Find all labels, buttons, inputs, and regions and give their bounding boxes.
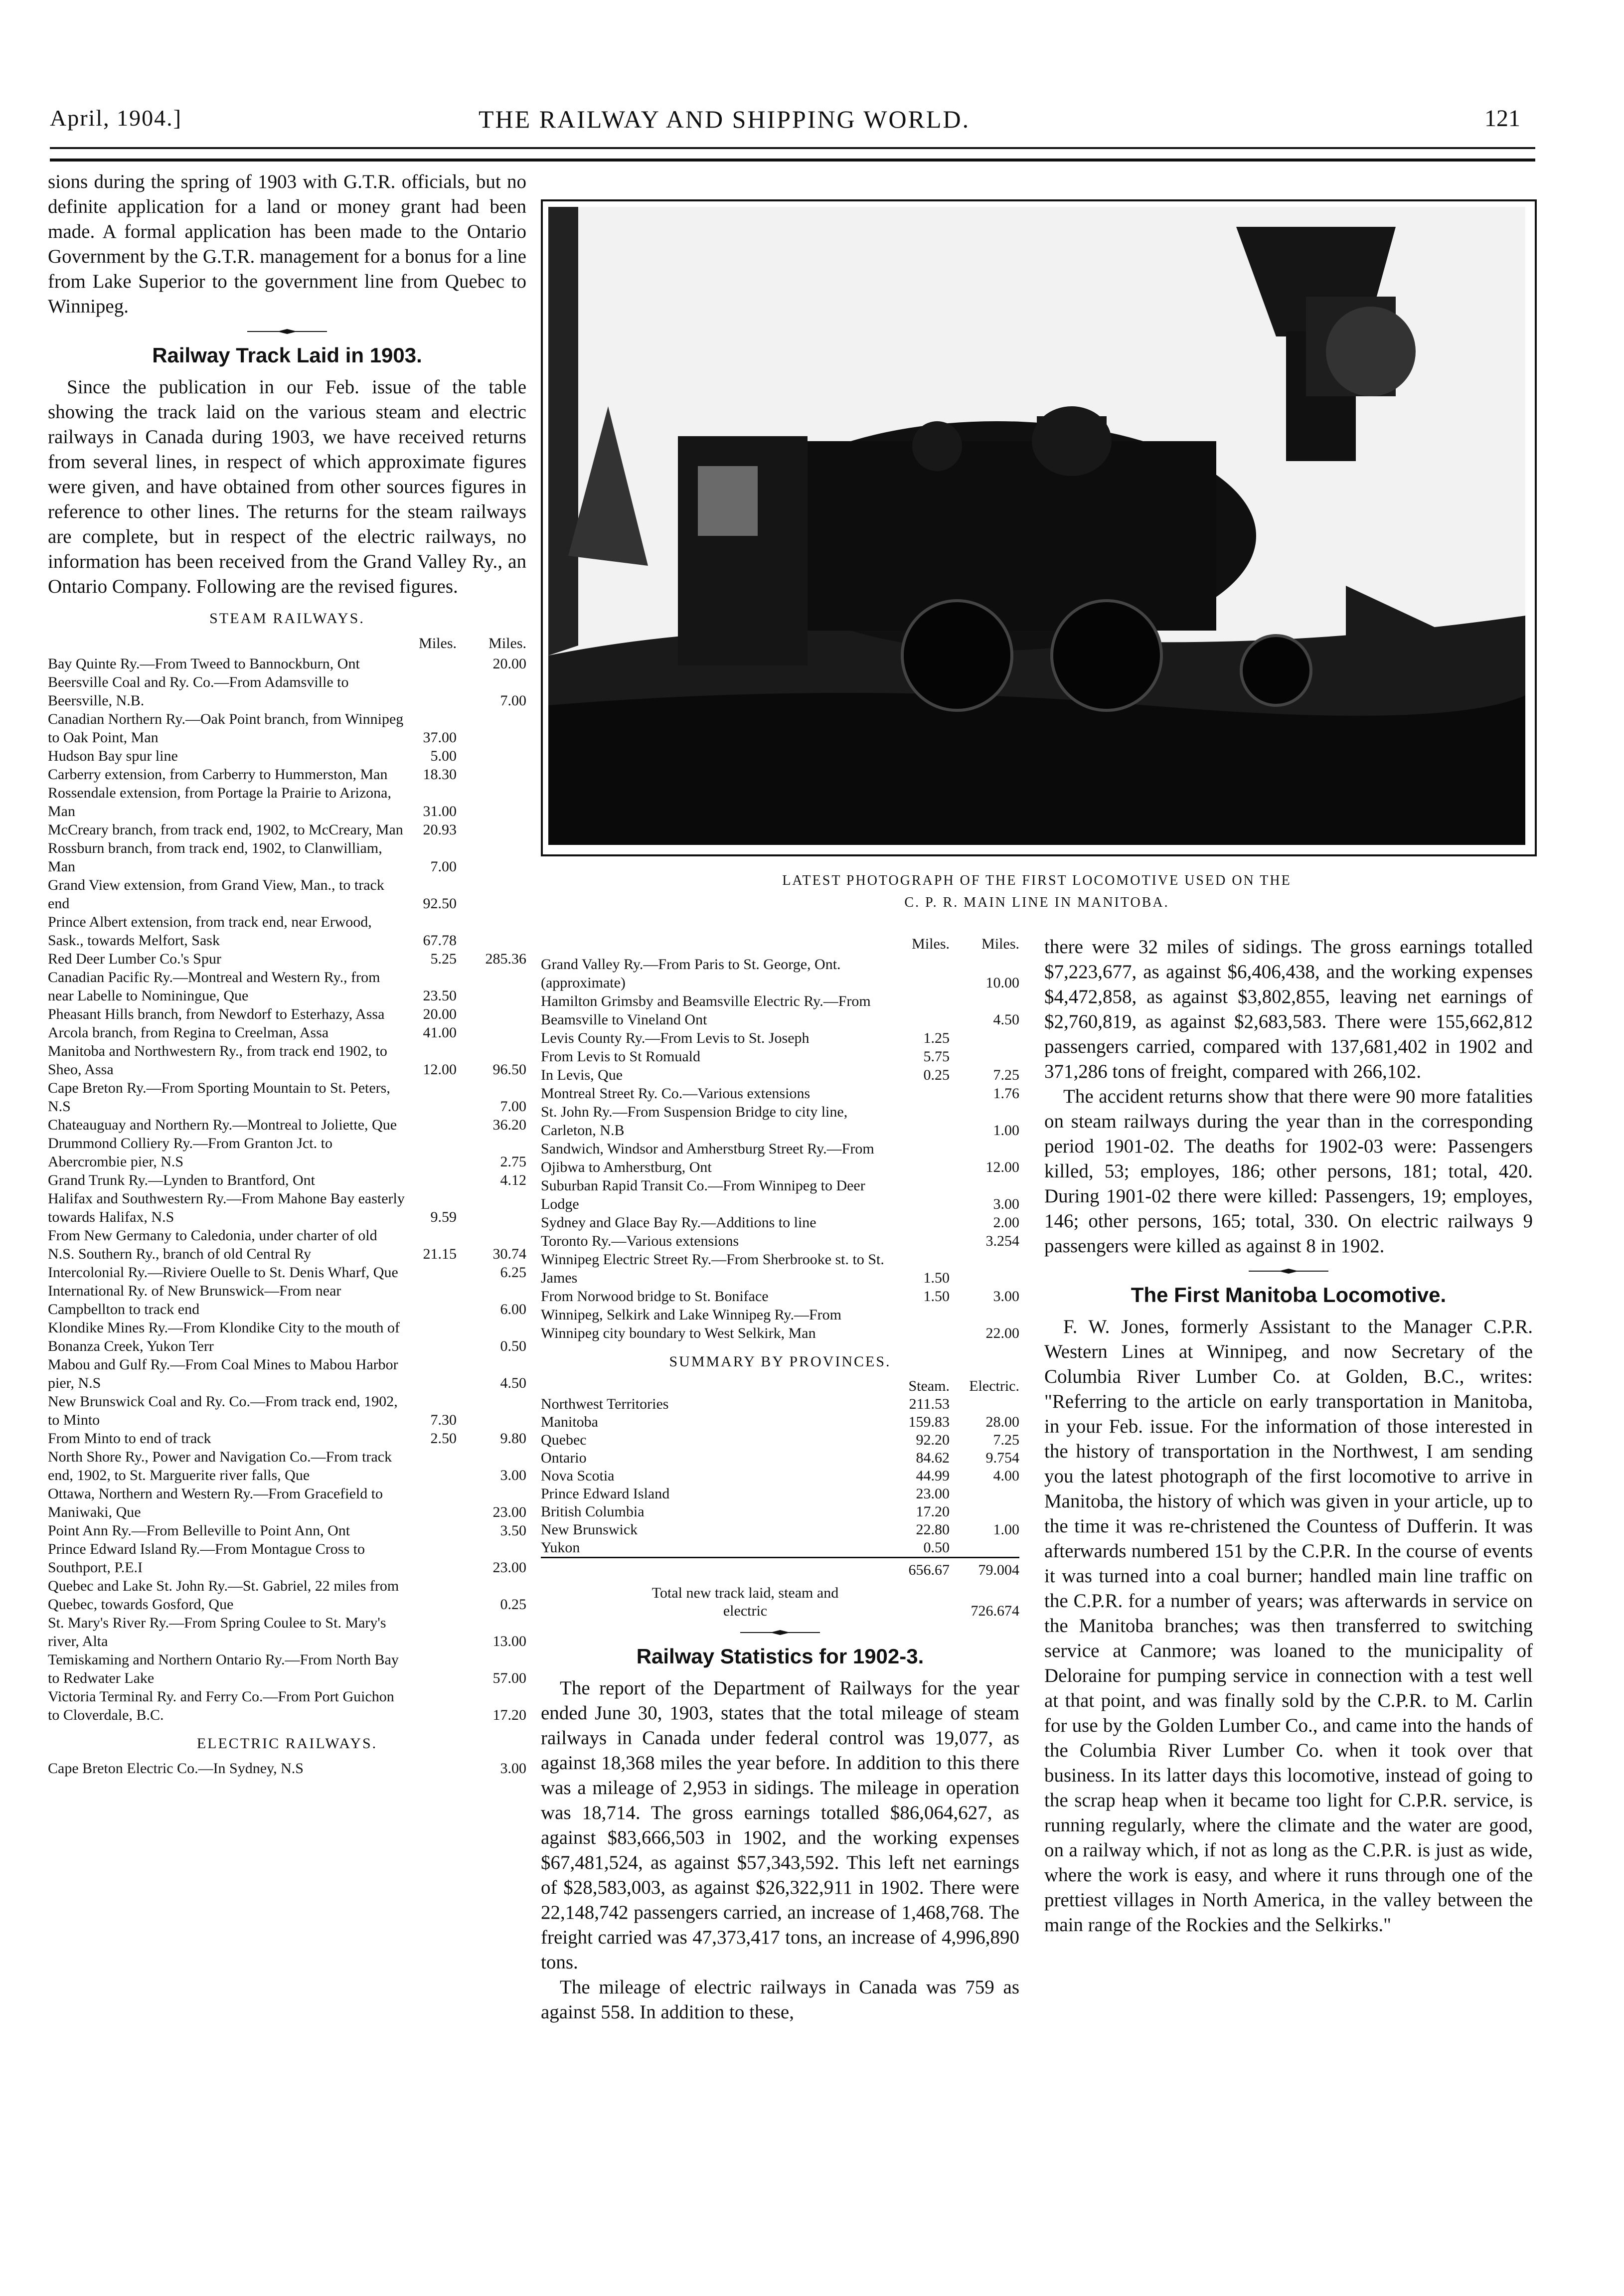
railway-entry: Drummond Colliery Ry.—From Granton Jct. to Abercrombie pier, N.S (48, 1135, 332, 1170)
miles-total-value: 20.00 (492, 656, 526, 672)
table-row (541, 1029, 1019, 1047)
miles-total-column-header: Miles. (981, 936, 1019, 952)
running-header (50, 105, 1520, 145)
miles-value (407, 1484, 457, 1521)
steam-railways-table (48, 634, 526, 1724)
table-row (541, 1232, 1019, 1250)
statistics-paragraph-1: The report of the Department of Railways for the year ended June 30, 1903, states that the total mileage of steam railways in Canada under federal control was 19,077, as against 18,368 miles the year before. In addition to this there was a mileage of 2,953 in sidings. The mileage in operation was 18,714. The gross earnings totalled $86,064,627, as against $83,666,503 in 1902, and the working expenses $67,481,524, as against $57,343,592. This left net earnings of $28,583,003, as against $26,322,911 in 1902. There were 22,148,742 passengers carried, an increase of 1,468,768. The freight carried was 47,373,417 tons, an increase of 4,996,890 tons. (541, 1677, 1019, 1973)
steam-miles: 44.99 (916, 1468, 950, 1484)
table-row (541, 1140, 1019, 1176)
miles-total-value (457, 1023, 526, 1042)
railway-entry: St. John Ry.—From Suspension Bridge to city line, Carleton, N.B (541, 1104, 848, 1139)
summary-row (541, 1431, 1019, 1449)
table-row (48, 1189, 526, 1226)
miles-total-value: 12.00 (985, 1159, 1019, 1175)
table-row (48, 655, 526, 673)
railway-entry: Temiskaming and Northern Ontario Ry.—From North Bay to Redwater Lake (48, 1651, 399, 1686)
table-row (48, 1484, 526, 1521)
province-name: Quebec (541, 1432, 587, 1448)
miles-value: 2.50 (430, 1430, 457, 1447)
railway-entry: Suburban Rapid Transit Co.—From Winnipeg to Deer Lodge (541, 1177, 865, 1212)
railway-entry: Cape Breton Ry.—From Sporting Mountain to St. Peters, N.S (48, 1080, 390, 1115)
miles-value: 1.50 (923, 1288, 950, 1305)
summary-row (541, 1521, 1019, 1539)
railway-entry: From New Germany to Caledonia, under charter of old N.S. Southern Ry., branch of old Central Ry (48, 1227, 377, 1262)
miles-value: 5.00 (430, 748, 457, 764)
miles-value (407, 1079, 457, 1116)
railway-entry: Winnipeg, Selkirk and Lake Winnipeg Ry.—From Winnipeg city boundary to West Selkirk, Man (541, 1307, 841, 1341)
header-rule-thick (50, 159, 1535, 162)
railway-entry: From Levis to St Romuald (541, 1048, 701, 1065)
railway-entry: New Brunswick Coal and Ry. Co.—From track end, 1902, to Minto (48, 1393, 398, 1428)
table-row (48, 1263, 526, 1282)
railway-entry: Winnipeg Electric Street Ry.—From Sherbrooke st. to St. James (541, 1251, 884, 1286)
miles-total-value: 3.00 (993, 1196, 1019, 1212)
miles-total-value: 23.00 (492, 1504, 526, 1520)
table-header-row (48, 634, 526, 655)
table-row (541, 1306, 1019, 1342)
table-row (48, 1759, 526, 1778)
miles-total-value: 1.76 (993, 1085, 1019, 1102)
table-row (541, 992, 1019, 1029)
table-row (48, 1521, 526, 1540)
grand-total-value: 726.674 (971, 1603, 1019, 1619)
grand-total-row-1 (541, 1584, 1019, 1602)
miles-value (900, 1140, 950, 1176)
first-manitoba-locomotive-heading: The First Manitoba Locomotive. (1131, 1283, 1447, 1307)
miles-value (407, 1171, 457, 1189)
table-row (48, 876, 526, 913)
summary-row (541, 1539, 1019, 1558)
miles-value: 12.00 (423, 1061, 457, 1078)
railway-entry: Grand View extension, from Grand View, Man., to track end (48, 877, 384, 912)
electric-miles (950, 1503, 1019, 1521)
statistics-paragraph-2: The mileage of electric railways in Canada was 759 as against 558. In addition to these, (541, 1976, 1019, 2023)
table-row (48, 1448, 526, 1484)
railway-entry: McCreary branch, from track end, 1902, to McCreary, Man (48, 821, 403, 838)
miles-value (900, 1232, 950, 1250)
miles-total-value: 23.00 (492, 1559, 526, 1576)
railway-entry: Bay Quinte Ry.—From Tweed to Bannockburn, Ont (48, 656, 360, 672)
summary-header-row (541, 1377, 1019, 1395)
table-row (48, 673, 526, 710)
miles-value (900, 1213, 950, 1232)
miles-value (407, 1134, 457, 1171)
miles-value (407, 1318, 457, 1355)
miles-value: 92.50 (423, 895, 457, 912)
railway-entry: Beersville Coal and Ry. Co.—From Adamsville to Beersville, N.B. (48, 674, 349, 709)
table-row (48, 1171, 526, 1189)
miles-total-value (950, 1250, 1019, 1287)
railway-entry: Prince Albert extension, from track end, near Erwood, Sask., towards Melfort, Sask (48, 914, 372, 949)
summary-row (541, 1449, 1019, 1467)
journal-title: THE RAILWAY AND SHIPPING WORLD. (479, 105, 971, 133)
accident-returns-paragraph: The accident returns show that there were 90 more fatalities on steam railways during the year than in the corresponding period 1901-02. The deaths for 1902-03 were: Passengers killed, 53; employes, 186; other persons, 181; total, 420. During 1901-02 there were killed: Passengers, 19; employes, 146; other persons, 165; total, 330. On electric railways 9 passengers were killed as against 8 in 1902. (1044, 1086, 1533, 1257)
railway-entry: Canadian Pacific Ry.—Montreal and Western Ry., from near Labelle to Nominingue, Que (48, 969, 380, 1004)
electric-railways-heading: ELECTRIC RAILWAYS. (196, 1735, 378, 1752)
miles-total-value: 0.25 (500, 1596, 526, 1613)
photo-caption-line-2: C. P. R. MAIN LINE IN MANITOBA. (904, 895, 1169, 910)
summary-row (541, 1413, 1019, 1431)
miles-value (407, 1540, 457, 1577)
table-row (48, 710, 526, 747)
miles-value (900, 1306, 950, 1342)
railway-entry: From Minto to end of track (48, 1430, 211, 1447)
miles-total-value: 2.00 (993, 1214, 1019, 1231)
table-row (541, 1250, 1019, 1287)
miles-total-value (950, 1047, 1019, 1066)
steam-total: 656.67 (880, 1558, 950, 1580)
intro-paragraph: sions during the spring of 1903 with G.T.R. officials, but no definite application for a land or money grant had been made. A formal application has been made to the Ontario Government by the G.T.R. management for a bonus for a line from Lake Superior to the government line from Quebec to Winnipeg. (48, 171, 526, 317)
railway-entry: Halifax and Southwestern Ry.—From Mahone Bay easterly towards Halifax, N.S (48, 1190, 405, 1225)
miles-value (407, 1355, 457, 1392)
track-laid-paragraph: Since the publication in our Feb. issue of the table showing the track laid on the various steam and electric railways in Canada during 1903, we have received returns from several lines, in respect of which approximate figures were given, and have obtained from other sources figures in reference to other lines. The returns for the steam railways are complete, but in respect of the electric railways, no information has been received from the Grand Valley Ry., an Ontario Company. Following are the revised figures. (48, 376, 526, 597)
miles-value (900, 1084, 950, 1103)
steam-miles: 159.83 (908, 1414, 950, 1430)
summary-heading: SUMMARY BY PROVINCES. (669, 1353, 891, 1370)
summary-row (541, 1485, 1019, 1503)
railway-entry: Manitoba and Northwestern Ry., from track end 1902, to Sheo, Assa (48, 1043, 387, 1078)
railway-entry: Quebec and Lake St. John Ry.—St. Gabriel, 22 miles from Quebec, towards Gosford, Que (48, 1578, 399, 1613)
railway-entry: Rossburn branch, from track end, 1902, to Clanwilliam, Man (48, 840, 382, 875)
electric-miles (950, 1485, 1019, 1503)
miles-total-value: 0.50 (500, 1338, 526, 1354)
railway-entry: International Ry. of New Brunswick—From near Campbellton to track end (48, 1283, 341, 1317)
table-row (48, 1355, 526, 1392)
miles-value (900, 1176, 950, 1213)
steam-miles: 84.62 (916, 1450, 950, 1466)
miles-total-value (457, 839, 526, 876)
miles-value: 41.00 (423, 1024, 457, 1041)
steam-column-header: Steam. (908, 1378, 950, 1394)
railway-entry: Grand Valley Ry.—From Paris to St. George, Ont. (approximate) (541, 956, 841, 991)
table-row (48, 913, 526, 950)
province-name: British Columbia (541, 1503, 645, 1520)
miles-value: 1.50 (923, 1270, 950, 1286)
miles-value: 37.00 (423, 729, 457, 746)
province-name: Nova Scotia (541, 1468, 615, 1484)
miles-value (407, 1116, 457, 1134)
railway-entry: Intercolonial Ry.—Riviere Ouelle to St. Denis Wharf, Que (48, 1264, 398, 1281)
table-row (48, 820, 526, 839)
miles-total-value: 9.80 (500, 1430, 526, 1447)
miles-total-value: 3.254 (985, 1233, 1019, 1249)
miles-total-value (457, 1392, 526, 1429)
issue-date: April, 1904.] (50, 105, 182, 131)
miles-value (900, 955, 950, 992)
miles-value: 67.78 (423, 932, 457, 949)
miles-total-value (457, 765, 526, 784)
table-row (541, 1213, 1019, 1232)
miles-total-value: 7.25 (993, 1067, 1019, 1083)
electric-miles (950, 1539, 1019, 1558)
railway-entry: Point Ann Ry.—From Belleville to Point Ann, Ont (48, 1522, 350, 1539)
miles-total-value (457, 747, 526, 765)
railway-entry: From Norwood bridge to St. Boniface (541, 1288, 769, 1305)
miles-value (407, 1521, 457, 1540)
railway-entry: Hamilton Grimsby and Beamsville Electric Ry.—From Beamsville to Vineland Ont (541, 993, 871, 1028)
miles-total-value: 96.50 (492, 1061, 526, 1078)
miles-column-header: Miles. (419, 635, 457, 652)
miles-total-value: 4.50 (500, 1375, 526, 1391)
locomotive-letter-paragraph: F. W. Jones, formerly Assistant to the Manager C.P.R. Western Lines at Winnipeg, and now Secretary of the Columbia River Lumber Co. at Golden, B.C., writes: "Referring to the article on early transportation in Manitoba, in your Feb. issue. For the information of those interested in the history of transportation in the Northwest, I am sending you the latest photograph of the first locomotive to arrive in Manitoba, the history of which was given in your article, up to the time it was re-christened the Countess of Dufferin. It was afterwards numbered 151 by the C.P.R. In the course of events it was turned into a coal burner; handled main line traffic on the C.P.R. for a number of years; was afterwards in service on the Manitoba branches; was then transferred to switching service at Canmore; was loaned to the municipality of Deloraine for pumping service in connection with a test well at that point, and was finally sold by the C.P.R. to M. Carlin for use by the Golden Lumber Co., and came into the hands of the Columbia River Lumber Co. when it took over that business. In its latter days this locomotive, instead of going to the scrap heap when it became too light for C.P.R. service, is running regularly, where the climate and the water are good, on a railway which, if not as long as the C.P.R. is just as wide, where the work is easy, and where it runs through one of the prettiest villages in North America, in the valley between the main range of the Rockies and the Selkirks." (1044, 1316, 1533, 1936)
table-row (48, 839, 526, 876)
railway-entry: Cape Breton Electric Co.—In Sydney, N.S (48, 1760, 304, 1777)
table-row (48, 1577, 526, 1614)
miles-total-value: 3.50 (500, 1522, 526, 1539)
section-divider-ornament (740, 1629, 820, 1636)
miles-value (407, 1448, 457, 1484)
table-row (48, 1282, 526, 1318)
miles-value: 7.00 (430, 858, 457, 875)
steam-railways-heading: STEAM RAILWAYS. (209, 610, 365, 627)
railway-entry: In Levis, Que (541, 1067, 623, 1083)
table-row (48, 1540, 526, 1577)
electric-miles: 9.754 (985, 1450, 1019, 1466)
railway-entry: Arcola branch, from Regina to Creelman, Assa (48, 1024, 329, 1041)
miles-value (407, 655, 457, 673)
table-header-row (541, 935, 1019, 955)
railway-entry: Prince Edward Island Ry.—From Montague Cross to Southport, P.E.I (48, 1541, 365, 1576)
miles-value: 18.30 (423, 766, 457, 783)
miles-total-value (457, 820, 526, 839)
electric-miles: 1.00 (993, 1521, 1019, 1538)
railway-entry: Victoria Terminal Ry. and Ferry Co.—From Port Guichon to Cloverdale, B.C. (48, 1688, 394, 1723)
summary-row (541, 1467, 1019, 1485)
miles-total-value: 57.00 (492, 1670, 526, 1686)
miles-total-value (950, 1029, 1019, 1047)
section-divider-ornament (1249, 1268, 1328, 1275)
railway-entry: Toronto Ry.—Various extensions (541, 1233, 739, 1249)
table-row (48, 1392, 526, 1429)
miles-total-value: 36.20 (492, 1117, 526, 1133)
miles-total-value (457, 913, 526, 950)
province-name: Prince Edward Island (541, 1485, 670, 1502)
railway-entry: Chateauguay and Northern Ry.—Montreal to Joliette, Que (48, 1117, 397, 1133)
steam-miles: 22.80 (916, 1521, 950, 1538)
table-row (541, 1103, 1019, 1140)
table-row (48, 765, 526, 784)
railway-entry: Red Deer Lumber Co.'s Spur (48, 951, 221, 967)
miles-total-value: 2.75 (500, 1153, 526, 1170)
grand-total-table (541, 1584, 1019, 1620)
miles-column-header: Miles. (912, 936, 950, 952)
table-row (48, 1429, 526, 1448)
column-right (1044, 935, 1533, 1938)
miles-value (407, 1282, 457, 1318)
railway-entry: Canadian Northern Ry.—Oak Point branch, from Winnipeg to Oak Point, Man (48, 711, 404, 746)
miles-total-value: 10.00 (985, 975, 1019, 991)
electric-miles (950, 1395, 1019, 1413)
miles-total-value (457, 1005, 526, 1023)
miles-total-value: 6.00 (500, 1301, 526, 1317)
table-row (48, 1614, 526, 1650)
railway-entry: Levis County Ry.—From Levis to St. Joseph (541, 1030, 810, 1046)
railway-entry: Sydney and Glace Bay Ry.—Additions to line (541, 1214, 816, 1231)
miles-value: 31.00 (423, 803, 457, 820)
miles-value (407, 1759, 457, 1778)
column-middle (541, 935, 1019, 2025)
statistics-continued-paragraph: there were 32 miles of sidings. The gross earnings totalled $7,223,677, as against $6,406,438, and the working expenses $4,472,858, as against $3,802,855, leaving net earnings of $2,760,819, as against $2,683,583. There were 155,662,812 passengers carried, compared with 137,681,402 in 1902 and 371,286 tons of freight, compared with 266,102. (1044, 936, 1533, 1082)
table-row (48, 1023, 526, 1042)
summary-row (541, 1395, 1019, 1413)
railway-entry: St. Mary's River Ry.—From Spring Coulee to St. Mary's river, Alta (48, 1615, 386, 1649)
province-name: New Brunswick (541, 1521, 638, 1538)
table-row (48, 784, 526, 820)
table-row (48, 1134, 526, 1171)
electric-miles: 28.00 (985, 1414, 1019, 1430)
table-row (48, 1042, 526, 1079)
header-rule-thin (50, 147, 1535, 149)
table-row (48, 747, 526, 765)
miles-value: 0.25 (923, 1067, 950, 1083)
miles-value (407, 1263, 457, 1282)
miles-total-value: 30.74 (492, 1246, 526, 1262)
miles-value (900, 992, 950, 1029)
steam-miles: 0.50 (923, 1539, 950, 1556)
miles-value: 1.25 (923, 1030, 950, 1046)
railway-entry: Mabou and Gulf Ry.—From Coal Mines to Mabou Harbor pier, N.S (48, 1356, 398, 1391)
railway-entry: Klondike Mines Ry.—From Klondike City to the mouth of Bonanza Creek, Yukon Terr (48, 1319, 400, 1354)
section-divider-ornament (247, 328, 327, 335)
electric-miles: 4.00 (993, 1468, 1019, 1484)
miles-total-value (457, 1189, 526, 1226)
steam-miles: 92.20 (916, 1432, 950, 1448)
locomotive-photograph (548, 207, 1525, 845)
miles-total-column-header: Miles. (488, 635, 526, 652)
miles-value (407, 1687, 457, 1724)
miles-value (407, 1650, 457, 1687)
province-name: Northwest Territories (541, 1396, 669, 1412)
table-row (541, 955, 1019, 992)
electric-column-header: Electric. (969, 1378, 1019, 1394)
miles-value: 5.75 (923, 1048, 950, 1065)
miles-value: 23.50 (423, 987, 457, 1004)
grand-total-label-1: Total new track laid, steam and (651, 1585, 839, 1601)
miles-total-value: 4.50 (993, 1011, 1019, 1028)
table-row (48, 950, 526, 968)
miles-total-value (457, 710, 526, 747)
miles-value: 21.15 (423, 1246, 457, 1262)
miles-total-value: 22.00 (985, 1325, 1019, 1341)
summary-by-provinces-table (541, 1377, 1019, 1579)
miles-value: 9.59 (430, 1209, 457, 1225)
table-row (48, 1226, 526, 1263)
summary-row (541, 1503, 1019, 1521)
railway-entry: Montreal Street Ry. Co.—Various extensions (541, 1085, 811, 1102)
miles-value (407, 1577, 457, 1614)
miles-value (407, 673, 457, 710)
miles-total-value (457, 968, 526, 1005)
steam-miles: 211.53 (909, 1396, 950, 1412)
railway-entry: Ottawa, Northern and Western Ry.—From Gracefield to Maniwaki, Que (48, 1485, 383, 1520)
miles-value: 7.30 (430, 1412, 457, 1428)
miles-total-value (457, 784, 526, 820)
miles-total-value: 3.00 (500, 1467, 526, 1483)
miles-total-value: 4.12 (500, 1172, 526, 1188)
table-row (541, 1287, 1019, 1306)
province-name: Ontario (541, 1450, 587, 1466)
electric-miles: 7.25 (993, 1432, 1019, 1448)
table-row (48, 1079, 526, 1116)
grand-total-label-2: electric (723, 1603, 768, 1619)
province-name: Yukon (541, 1539, 580, 1556)
railway-entry: Carberry extension, from Carberry to Hummerston, Man (48, 766, 388, 783)
electric-railways-table (541, 935, 1019, 1342)
railway-entry: Hudson Bay spur line (48, 748, 178, 764)
table-row (48, 1116, 526, 1134)
electric-railways-table-start (48, 1759, 526, 1778)
miles-value: 20.00 (423, 1006, 457, 1022)
province-name: Manitoba (541, 1414, 598, 1430)
miles-total-value: 17.20 (492, 1707, 526, 1723)
miles-total-value: 285.36 (485, 951, 526, 967)
miles-total-value: 1.00 (993, 1122, 1019, 1139)
table-row (48, 1650, 526, 1687)
railway-entry: Rossendale extension, from Portage la Prairie to Arizona, Man (48, 785, 391, 820)
table-row (541, 1084, 1019, 1103)
table-row (48, 1005, 526, 1023)
miles-total-value: 7.00 (500, 692, 526, 709)
table-row (48, 1687, 526, 1724)
track-laid-heading: Railway Track Laid in 1903. (152, 343, 422, 367)
table-row (541, 1176, 1019, 1213)
miles-total-value: 7.00 (500, 1098, 526, 1115)
table-row (48, 1318, 526, 1355)
railway-entry: Pheasant Hills branch, from Newdorf to Esterhazy, Assa (48, 1006, 385, 1022)
summary-totals-row (541, 1558, 1019, 1580)
miles-value: 5.25 (430, 951, 457, 967)
electric-total: 79.004 (950, 1558, 1019, 1580)
miles-total-value: 13.00 (492, 1633, 526, 1649)
miles-value (407, 1614, 457, 1650)
grand-total-row-2 (541, 1602, 1019, 1620)
photo-caption-line-1: LATEST PHOTOGRAPH OF THE FIRST LOCOMOTIVE USED ON THE (782, 873, 1292, 888)
photo-caption (541, 870, 1533, 914)
miles-total-value: 6.25 (500, 1264, 526, 1281)
steam-miles: 23.00 (916, 1485, 950, 1502)
table-row (541, 1066, 1019, 1084)
railway-statistics-heading: Railway Statistics for 1902-3. (636, 1644, 924, 1668)
railway-entry: Sandwich, Windsor and Amherstburg Street Ry.—From Ojibwa to Amherstburg, Ont (541, 1141, 874, 1175)
railway-entry: North Shore Ry., Power and Navigation Co.—From track end, 1902, to St. Marguerite river falls, Que (48, 1449, 392, 1483)
railway-entry: Grand Trunk Ry.—Lynden to Brantford, Ont (48, 1172, 316, 1188)
miles-total-value: 3.00 (500, 1760, 526, 1777)
page-number: 121 (1484, 105, 1520, 132)
miles-total-value: 3.00 (993, 1288, 1019, 1305)
table-row (541, 1047, 1019, 1066)
column-left (48, 169, 526, 1778)
table-row (48, 968, 526, 1005)
steam-miles: 17.20 (916, 1503, 950, 1520)
miles-value: 20.93 (423, 821, 457, 838)
miles-value (900, 1103, 950, 1140)
miles-total-value (457, 876, 526, 913)
